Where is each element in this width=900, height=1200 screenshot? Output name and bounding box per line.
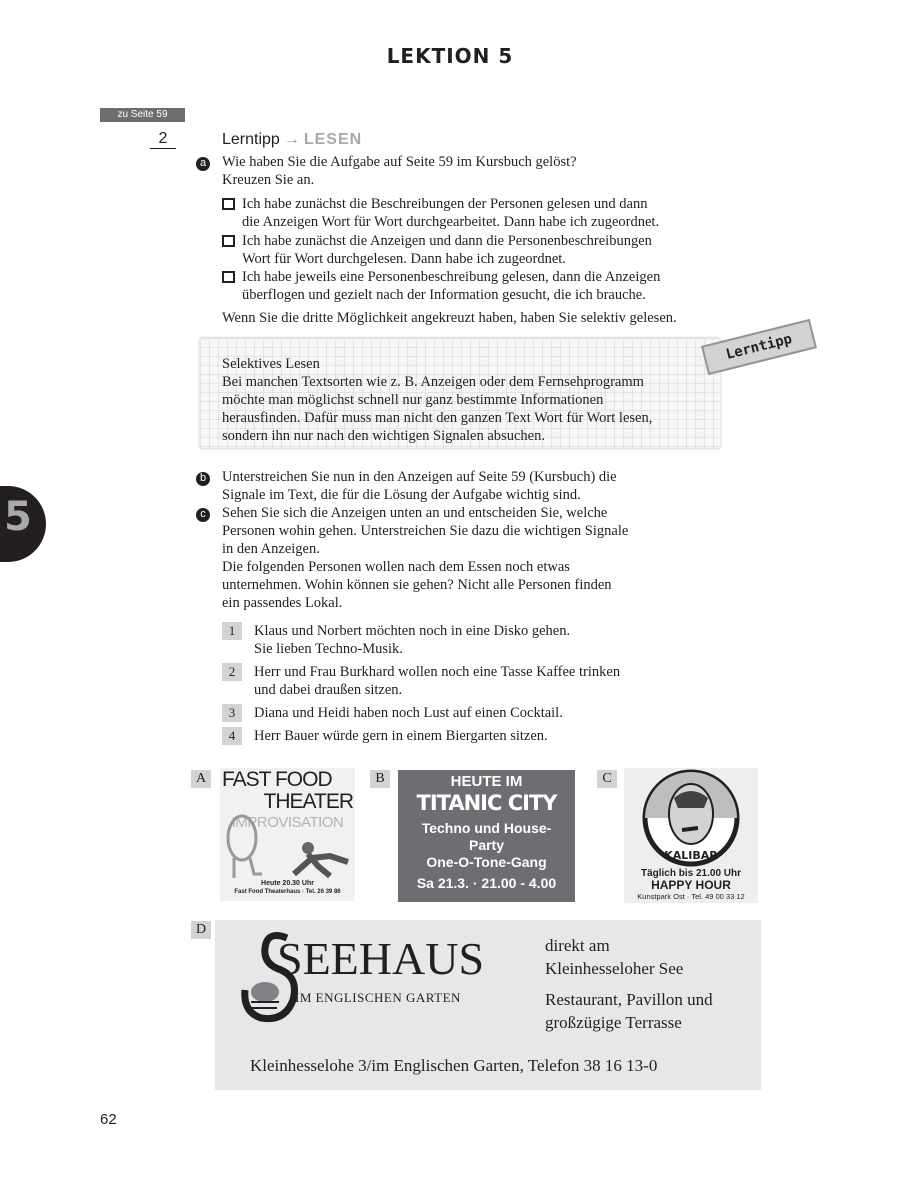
ad-label-b: B	[370, 770, 390, 788]
conclusion-text: Wenn Sie die dritte Möglichkeit angekreuzt haben, haben Sie selektiv gelesen.	[222, 310, 677, 326]
person-line: Herr und Frau Burkhard wollen noch eine Tasse Kaffee trinken	[254, 664, 621, 680]
person-number: 1	[222, 622, 242, 640]
tip-content	[222, 355, 652, 445]
person-item: Herr Bauer würde gern in einem Biergarten sitzen.	[254, 728, 548, 744]
page-reference: zu Seite 59	[100, 108, 185, 122]
ad-b-line1: HEUTE IM	[450, 773, 523, 790]
skill-label: LESEN	[303, 131, 363, 148]
option-line: Wort für Wort durchgelesen. Dann habe ich zugeordnet.	[242, 251, 566, 267]
ad-a-line2: THEATER	[263, 790, 353, 813]
ad-c-contact: Kunstpark Ost · Tel. 49 00 33 12	[637, 892, 745, 901]
lerntipp-stamp: Lerntipp	[701, 319, 817, 375]
ad-c-line1: Täglich bis 21.00 Uhr	[640, 868, 742, 879]
checkbox-option-2[interactable]	[222, 235, 235, 247]
ad-d-line: Restaurant, Pavillon und	[545, 990, 713, 1009]
text-line: Sehen Sie sich die Anzeigen unten an und entscheiden Sie, welche	[222, 505, 608, 521]
part-a-marker: a	[196, 157, 210, 171]
ad-seehaus	[215, 920, 761, 1090]
option-line: überflogen und gezielt nach der Information gesucht, die ich brauche.	[242, 287, 646, 303]
text-line: Signale im Text, die für die Lösung der Aufgabe wichtig sind.	[222, 487, 581, 503]
exercise-title: Lerntipp	[222, 131, 280, 148]
text-line: ein passendes Lokal.	[222, 595, 343, 611]
performer-illustration	[220, 808, 355, 880]
ad-label-d: D	[191, 921, 211, 939]
person-line: Klaus und Norbert möchten noch in eine Disko gehen.	[254, 623, 571, 639]
ad-fast-food-theater	[220, 768, 355, 901]
chapter-tab	[0, 486, 46, 562]
text-line: unternehmen. Wohin können sie gehen? Nicht alle Personen finden	[222, 577, 612, 593]
chapter-number: 5	[4, 494, 32, 540]
person-number: 4	[222, 727, 242, 745]
ad-b-line4: Party	[468, 837, 505, 853]
text-line: Unterstreichen Sie nun in den Anzeigen auf Seite 59 (Kursbuch) die	[222, 469, 617, 485]
seehaus-logo-text: SEEHAUS	[277, 933, 485, 984]
kalibar-logo	[624, 768, 758, 868]
ad-d-line: Kleinhesseloher See	[545, 959, 684, 978]
page-title: LEKTION 5	[386, 44, 514, 68]
ad-c-line2: HAPPY HOUR	[651, 878, 731, 892]
text-line: in den Anzeigen.	[222, 541, 320, 557]
kalibar-logo-text: KALIBAR	[664, 849, 718, 862]
ad-label-c: C	[597, 770, 617, 788]
checkbox-option-3[interactable]	[222, 271, 235, 283]
ad-d-location	[545, 934, 755, 980]
ad-b-line6: Sa 21.3. · 21.00 - 4.00	[416, 875, 557, 891]
part-c-marker: c	[196, 508, 210, 522]
tip-line: sondern ihn nur nach den wichtigen Signalen absuchen.	[222, 428, 545, 444]
person-number: 2	[222, 663, 242, 681]
part-b-text	[222, 468, 617, 504]
ad-a-contact: Fast Food Theaterhaus · Tel. 26 39 86	[234, 889, 341, 895]
part-b-marker: b	[196, 472, 210, 486]
person-item	[254, 622, 570, 658]
exercise-heading	[222, 130, 362, 150]
option-line: die Anzeigen Wort für Wort durchgearbeitet. Dann habe ich zugeordnet.	[242, 214, 660, 230]
arrow-right-icon: →	[283, 131, 300, 148]
person-line: Sie lieben Techno-Musik.	[254, 641, 403, 657]
person-line: und dabei draußen sitzen.	[254, 682, 403, 698]
text-line: Die folgenden Personen wollen nach dem Essen noch etwas	[222, 559, 570, 575]
ad-d-line: großzügige Terrasse	[545, 1013, 682, 1032]
page-number: 62	[100, 1111, 117, 1128]
option-line: Ich habe jeweils eine Personenbeschreibung gelesen, dann die Anzeigen	[242, 269, 661, 285]
ad-d-line: direkt am	[545, 936, 610, 955]
question-line: Wie haben Sie die Aufgabe auf Seite 59 im Kursbuch gelöst?	[222, 154, 577, 170]
tip-title: Selektives Lesen	[222, 356, 320, 372]
ad-a-line3: IMPROVISATION	[231, 814, 344, 831]
ad-titanic-city	[398, 770, 575, 902]
ad-b-line3: Techno und House-	[421, 820, 552, 836]
seehaus-logo-subtext: IM ENGLISCHEN GARTEN	[295, 990, 461, 1005]
text-line: Personen wohin gehen. Unterstreichen Sie dazu die wichtigen Signale	[222, 523, 629, 539]
question-line: Kreuzen Sie an.	[222, 172, 315, 188]
option-3-text	[242, 268, 762, 304]
option-1-text	[242, 195, 762, 231]
person-item: Diana und Heidi haben noch Lust auf einen Cocktail.	[254, 705, 563, 721]
person-item	[254, 663, 620, 699]
ad-b-line5: One-O-Tone-Gang	[426, 854, 547, 870]
ad-d-address: Kleinhesselohe 3/im Englischen Garten, Telefon 38 16 13-0	[250, 1056, 658, 1075]
checkbox-option-1[interactable]	[222, 198, 235, 210]
option-line: Ich habe zunächst die Anzeigen und dann die Personenbeschreibungen	[242, 233, 652, 249]
exercise-number: 2	[150, 130, 176, 149]
ad-label-a: A	[191, 770, 211, 788]
tip-line: möchte man möglichst schnell nur ganz bestimmte Informationen	[222, 392, 604, 408]
option-2-text	[242, 232, 762, 268]
tip-line: Bei manchen Textsorten wie z. B. Anzeigen oder dem Fernsehprogramm	[222, 374, 644, 390]
part-a-question	[222, 153, 577, 189]
ad-d-features	[545, 988, 755, 1034]
option-line: Ich habe zunächst die Beschreibungen der Personen gelesen und dann	[242, 196, 648, 212]
tip-line: herausfinden. Dafür muss man nicht den ganzen Text Wort für Wort lesen,	[222, 410, 653, 426]
ad-b-line2: TITANIC CITY	[416, 791, 557, 815]
ad-a-line1: FAST FOOD	[222, 768, 332, 791]
part-c-text	[222, 504, 628, 612]
ad-a-time: Heute 20.30 Uhr	[261, 880, 314, 887]
ad-kalibar	[624, 768, 758, 903]
person-number: 3	[222, 704, 242, 722]
